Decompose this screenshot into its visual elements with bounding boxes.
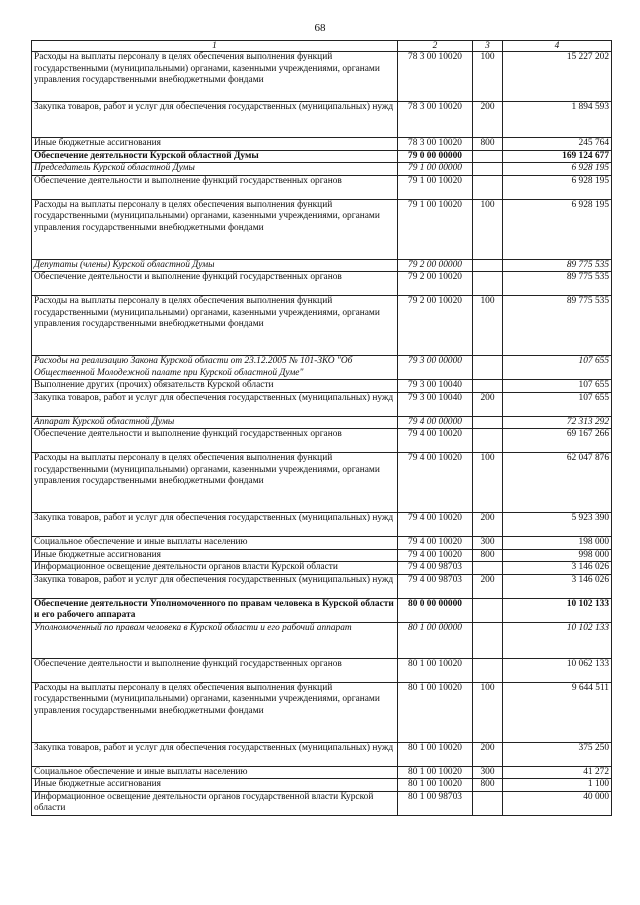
row-code-cell: 79 4 00 10020 — [398, 429, 473, 453]
row-code-cell: 79 2 00 00000 — [398, 259, 473, 272]
row-vr-cell: 100 — [473, 453, 503, 513]
row-amount-cell: 40 000 — [503, 791, 612, 815]
row-code-cell: 80 1 00 00000 — [398, 622, 473, 658]
row-amount-cell: 10 102 133 — [503, 598, 612, 622]
table-row — [32, 537, 612, 550]
row-code-cell: 79 2 00 10020 — [398, 272, 473, 296]
row-name-cell: Обеспечение деятельности и выполнение функций государственных органов — [32, 658, 398, 682]
row-amount-cell: 62 047 876 — [503, 453, 612, 513]
table-row — [32, 175, 612, 199]
row-name-cell: Аппарат Курской областной Думы — [32, 416, 398, 429]
row-name-cell: Закупка товаров, работ и услуг для обеспечения государственных (муниципальных) нужд — [32, 392, 398, 416]
row-vr-cell — [473, 150, 503, 163]
table-row — [32, 513, 612, 537]
row-name-cell: Обеспечение деятельности Курской областной Думы — [32, 150, 398, 163]
row-name-cell: Расходы на реализацию Закона Курской области от 23.12.2005 № 101-ЗКО "Об Общественной Молодежной палате при Курской областной Думе" — [32, 356, 398, 380]
row-amount-cell: 89 775 535 — [503, 296, 612, 356]
budget-table — [31, 40, 612, 816]
row-code-cell: 80 0 00 00000 — [398, 598, 473, 622]
row-code-cell: 78 3 00 10020 — [398, 102, 473, 138]
row-name-cell: Социальное обеспечение и иные выплаты населению — [32, 766, 398, 779]
row-name-cell: Расходы на выплаты персоналу в целях обеспечения выполнения функций государственными (муниципальными) органами, казенными учреждениями, органами управления государственными внебюджетными фондами — [32, 52, 398, 102]
row-amount-cell: 107 655 — [503, 392, 612, 416]
row-vr-cell: 100 — [473, 199, 503, 259]
row-name-cell: Иные бюджетные ассигнования — [32, 779, 398, 792]
table-row — [32, 658, 612, 682]
table-row — [32, 259, 612, 272]
row-code-cell: 79 4 00 10020 — [398, 513, 473, 537]
row-vr-cell — [473, 356, 503, 380]
row-amount-cell: 198 000 — [503, 537, 612, 550]
row-vr-cell — [473, 598, 503, 622]
row-amount-cell: 89 775 535 — [503, 259, 612, 272]
row-code-cell: 79 3 00 10040 — [398, 380, 473, 393]
table-row — [32, 791, 612, 815]
row-amount-cell: 15 227 202 — [503, 52, 612, 102]
row-name-cell: Закупка товаров, работ и услуг для обеспечения государственных (муниципальных) нужд — [32, 102, 398, 138]
row-name-cell: Обеспечение деятельности Уполномоченного по правам человека в Курской области и его рабочего аппарата — [32, 598, 398, 622]
row-amount-cell: 107 655 — [503, 380, 612, 393]
table-row — [32, 598, 612, 622]
table-row — [32, 163, 612, 176]
row-vr-cell: 800 — [473, 138, 503, 151]
row-code-cell: 80 1 00 10020 — [398, 742, 473, 766]
table-row — [32, 562, 612, 575]
row-amount-cell: 169 124 677 — [503, 150, 612, 163]
row-amount-cell: 89 775 535 — [503, 272, 612, 296]
table-row — [32, 453, 612, 513]
row-vr-cell — [473, 416, 503, 429]
row-amount-cell: 3 146 026 — [503, 562, 612, 575]
table-row — [32, 296, 612, 356]
row-code-cell: 79 4 00 98703 — [398, 562, 473, 575]
row-name-cell: Закупка товаров, работ и услуг для обеспечения государственных (муниципальных) нужд — [32, 574, 398, 598]
row-name-cell: Иные бюджетные ассигнования — [32, 549, 398, 562]
row-code-cell: 79 3 00 10040 — [398, 392, 473, 416]
row-name-cell: Председатель Курской областной Думы — [32, 163, 398, 176]
row-vr-cell — [473, 429, 503, 453]
row-code-cell: 78 3 00 10020 — [398, 138, 473, 151]
table-row — [32, 392, 612, 416]
row-amount-cell: 6 928 195 — [503, 199, 612, 259]
table-row — [32, 574, 612, 598]
row-name-cell: Информационное освещение деятельности органов государственной власти Курской области — [32, 791, 398, 815]
table-row — [32, 138, 612, 151]
row-amount-cell: 1 894 593 — [503, 102, 612, 138]
row-code-cell: 79 2 00 10020 — [398, 296, 473, 356]
table-header-row — [32, 41, 612, 52]
row-name-cell: Расходы на выплаты персоналу в целях обеспечения выполнения функций государственными (муниципальными) органами, казенными учреждениями, органами управления государственными внебюджетными фондами — [32, 296, 398, 356]
row-vr-cell — [473, 163, 503, 176]
header-col-2: 2 — [398, 41, 473, 52]
row-amount-cell: 3 146 026 — [503, 574, 612, 598]
table-row — [32, 622, 612, 658]
row-vr-cell — [473, 380, 503, 393]
row-vr-cell: 200 — [473, 102, 503, 138]
row-vr-cell: 800 — [473, 779, 503, 792]
row-amount-cell: 41 272 — [503, 766, 612, 779]
row-vr-cell: 200 — [473, 742, 503, 766]
table-row — [32, 199, 612, 259]
row-code-cell: 80 1 00 10020 — [398, 658, 473, 682]
row-vr-cell — [473, 791, 503, 815]
row-code-cell: 79 3 00 00000 — [398, 356, 473, 380]
row-vr-cell: 200 — [473, 513, 503, 537]
row-vr-cell — [473, 259, 503, 272]
table-row — [32, 779, 612, 792]
row-code-cell: 79 4 00 10020 — [398, 453, 473, 513]
row-vr-cell: 300 — [473, 766, 503, 779]
row-name-cell: Социальное обеспечение и иные выплаты населению — [32, 537, 398, 550]
page-number: 68 — [314, 22, 326, 34]
row-vr-cell: 200 — [473, 574, 503, 598]
row-name-cell: Расходы на выплаты персоналу в целях обеспечения выполнения функций государственными (муниципальными) органами, казенными учреждениями, органами управления государственными внебюджетными фондами — [32, 682, 398, 742]
row-vr-cell — [473, 622, 503, 658]
row-vr-cell: 100 — [473, 52, 503, 102]
row-vr-cell: 100 — [473, 682, 503, 742]
row-name-cell: Депутаты (члены) Курской областной Думы — [32, 259, 398, 272]
row-name-cell: Иные бюджетные ассигнования — [32, 138, 398, 151]
row-code-cell: 79 1 00 10020 — [398, 175, 473, 199]
row-vr-cell — [473, 658, 503, 682]
row-code-cell: 80 1 00 10020 — [398, 779, 473, 792]
table-row — [32, 682, 612, 742]
row-code-cell: 79 1 00 10020 — [398, 199, 473, 259]
row-amount-cell: 10 062 133 — [503, 658, 612, 682]
row-amount-cell: 1 100 — [503, 779, 612, 792]
row-vr-cell: 800 — [473, 549, 503, 562]
row-name-cell: Закупка товаров, работ и услуг для обеспечения государственных (муниципальных) нужд — [32, 742, 398, 766]
row-code-cell: 79 0 00 00000 — [398, 150, 473, 163]
row-amount-cell: 10 102 133 — [503, 622, 612, 658]
table-row — [32, 380, 612, 393]
row-name-cell: Обеспечение деятельности и выполнение функций государственных органов — [32, 429, 398, 453]
row-vr-cell — [473, 175, 503, 199]
table-row — [32, 766, 612, 779]
table-row — [32, 742, 612, 766]
table-row — [32, 52, 612, 102]
row-amount-cell: 72 313 292 — [503, 416, 612, 429]
table-row — [32, 272, 612, 296]
row-vr-cell: 100 — [473, 296, 503, 356]
row-code-cell: 80 1 00 10020 — [398, 682, 473, 742]
row-vr-cell — [473, 272, 503, 296]
table-row — [32, 416, 612, 429]
row-vr-cell: 300 — [473, 537, 503, 550]
header-col-1: 1 — [32, 41, 398, 52]
row-vr-cell — [473, 562, 503, 575]
row-code-cell: 78 3 00 10020 — [398, 52, 473, 102]
row-amount-cell: 6 928 195 — [503, 175, 612, 199]
row-code-cell: 79 1 00 00000 — [398, 163, 473, 176]
row-name-cell: Расходы на выплаты персоналу в целях обеспечения выполнения функций государственными (муниципальными) органами, казенными учреждениями, органами управления государственными внебюджетными фондами — [32, 199, 398, 259]
row-amount-cell: 69 167 266 — [503, 429, 612, 453]
header-col-4: 4 — [503, 41, 612, 52]
row-name-cell: Уполномоченный по правам человека в Курской области и его рабочий аппарат — [32, 622, 398, 658]
table-row — [32, 356, 612, 380]
row-vr-cell: 200 — [473, 392, 503, 416]
row-amount-cell: 245 764 — [503, 138, 612, 151]
table-row — [32, 102, 612, 138]
table-row — [32, 549, 612, 562]
row-code-cell: 79 4 00 10020 — [398, 537, 473, 550]
row-amount-cell: 375 250 — [503, 742, 612, 766]
row-amount-cell: 107 655 — [503, 356, 612, 380]
row-name-cell: Выполнение других (прочих) обязательств Курской области — [32, 380, 398, 393]
row-amount-cell: 5 923 390 — [503, 513, 612, 537]
row-amount-cell: 9 644 511 — [503, 682, 612, 742]
row-amount-cell: 998 000 — [503, 549, 612, 562]
row-code-cell: 79 4 00 10020 — [398, 549, 473, 562]
row-name-cell: Обеспечение деятельности и выполнение функций государственных органов — [32, 175, 398, 199]
row-code-cell: 79 4 00 00000 — [398, 416, 473, 429]
row-code-cell: 80 1 00 98703 — [398, 791, 473, 815]
header-col-3: 3 — [473, 41, 503, 52]
row-name-cell: Информационное освещение деятельности органов власти Курской области — [32, 562, 398, 575]
table-row — [32, 429, 612, 453]
row-amount-cell: 6 928 195 — [503, 163, 612, 176]
row-code-cell: 79 4 00 98703 — [398, 574, 473, 598]
row-code-cell: 80 1 00 10020 — [398, 766, 473, 779]
table-row — [32, 150, 612, 163]
row-name-cell: Закупка товаров, работ и услуг для обеспечения государственных (муниципальных) нужд — [32, 513, 398, 537]
row-name-cell: Обеспечение деятельности и выполнение функций государственных органов — [32, 272, 398, 296]
row-name-cell: Расходы на выплаты персоналу в целях обеспечения выполнения функций государственными (муниципальными) органами, казенными учреждениями, органами управления государственными внебюджетными фондами — [32, 453, 398, 513]
